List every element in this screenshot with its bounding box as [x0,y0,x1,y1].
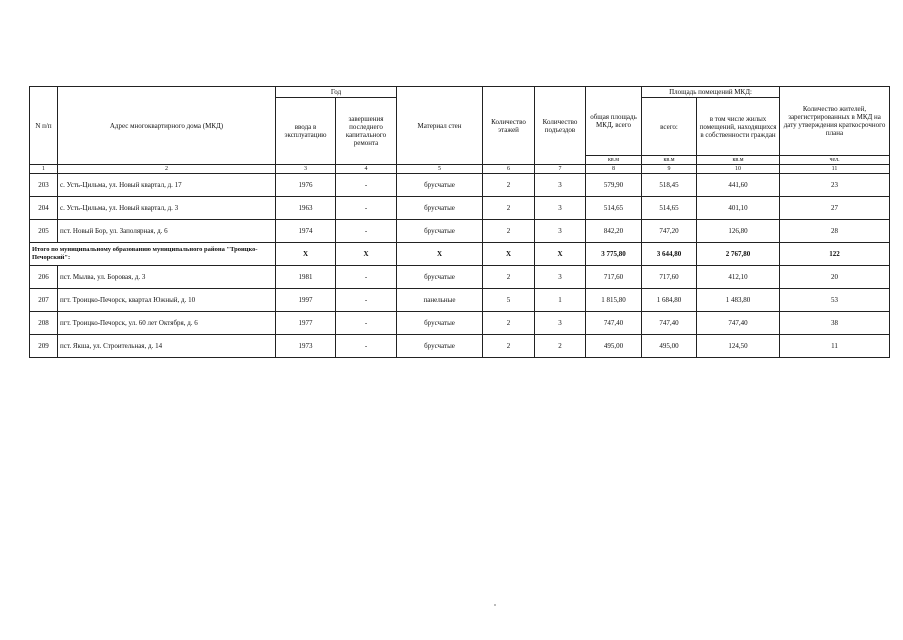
scan-speck [494,604,496,606]
total-material: X [397,243,483,266]
header-wall-material: Материал стен [397,87,483,165]
cell-material: брусчатые [397,312,483,335]
cell-entrances: 3 [535,197,586,220]
cell-floors: 2 [483,174,535,197]
cell-year: 1977 [276,312,336,335]
header-total-area: общая площадь МКД, всего [586,87,642,156]
cell-material: брусчатые [397,266,483,289]
total-residents: 122 [780,243,890,266]
cell-area-total: 1 815,80 [586,289,642,312]
cell-address: с. Усть-Цильма, ул. Новый квартал, д. 17 [58,174,276,197]
cell-address: пгт. Троицко-Печорск, ул. 60 лет Октября, д. 6 [58,312,276,335]
cell-repair: - [336,174,397,197]
header-year-group: Год [276,87,397,98]
cell-year: 1981 [276,266,336,289]
cell-year: 1997 [276,289,336,312]
unit-area-total: кв.м [586,156,642,165]
table-row [30,289,890,312]
cell-entrances: 2 [535,335,586,358]
table-row [30,335,890,358]
cell-area-premises: 495,00 [642,335,697,358]
cell-repair: - [336,312,397,335]
header-entrances: Количество подъездов [535,87,586,165]
cell-area-premises: 518,45 [642,174,697,197]
unit-area-premises: кв.м [642,156,697,165]
cell-floors: 2 [483,197,535,220]
cell-num: 203 [30,174,58,197]
cell-year: 1976 [276,174,336,197]
table-row [30,174,890,197]
cell-area-premises: 514,65 [642,197,697,220]
cell-material: брусчатые [397,335,483,358]
column-number: 5 [397,165,483,174]
cell-year: 1974 [276,220,336,243]
table-row [30,312,890,335]
total-year: X [276,243,336,266]
column-number: 3 [276,165,336,174]
cell-entrances: 3 [535,266,586,289]
cell-area-premises: 747,20 [642,220,697,243]
column-number: 10 [697,165,780,174]
cell-repair: - [336,335,397,358]
cell-num: 207 [30,289,58,312]
table-row [30,220,890,243]
cell-repair: - [336,266,397,289]
table-row [30,197,890,220]
cell-entrances: 3 [535,312,586,335]
cell-area-premises: 717,60 [642,266,697,289]
cell-area-total: 495,00 [586,335,642,358]
cell-area-total: 717,60 [586,266,642,289]
cell-area-private: 441,60 [697,174,780,197]
header-premises-group: Площадь помещений МКД: [642,87,780,98]
total-label: Итого по муниципальному образованию муниципального района "Троицко-Печорский": [30,243,276,266]
cell-repair: - [336,289,397,312]
total-repair: X [336,243,397,266]
cell-entrances: 3 [535,174,586,197]
cell-material: брусчатые [397,174,483,197]
total-area-premises: 3 644,80 [642,243,697,266]
cell-entrances: 3 [535,220,586,243]
cell-num: 205 [30,220,58,243]
cell-residents: 53 [780,289,890,312]
header-year-commission: ввода в эксплуатацию [276,98,336,165]
table-row [30,266,890,289]
cell-address: с. Усть-Цильма, ул. Новый квартал, д. 3 [58,197,276,220]
column-numbers-row [30,165,890,174]
column-number: 2 [58,165,276,174]
cell-floors: 2 [483,266,535,289]
cell-num: 204 [30,197,58,220]
cell-address: пст. Мылва, ул. Боровая, д. 3 [58,266,276,289]
header-row-top [30,87,890,98]
cell-area-total: 842,20 [586,220,642,243]
header-premises-total: всего: [642,98,697,156]
cell-num: 209 [30,335,58,358]
unit-people: чел. [780,156,890,165]
cell-area-private: 747,40 [697,312,780,335]
cell-area-premises: 747,40 [642,312,697,335]
header-residents: Количество жителей, зарегистрированных в МКД на дату утверждения краткосрочного плана [780,87,890,156]
cell-residents: 28 [780,220,890,243]
cell-residents: 20 [780,266,890,289]
cell-area-private: 126,80 [697,220,780,243]
cell-floors: 2 [483,220,535,243]
total-entrances: X [535,243,586,266]
cell-repair: - [336,197,397,220]
cell-floors: 2 [483,335,535,358]
column-number: 8 [586,165,642,174]
cell-area-total: 579,90 [586,174,642,197]
cell-num: 206 [30,266,58,289]
cell-num: 208 [30,312,58,335]
cell-area-private: 412,10 [697,266,780,289]
cell-area-private: 124,50 [697,335,780,358]
cell-address: пст. Якша, ул. Строительная, д. 14 [58,335,276,358]
column-number: 1 [30,165,58,174]
cell-address: пгт. Троицко-Печорск, квартал Южный, д. 10 [58,289,276,312]
cell-entrances: 1 [535,289,586,312]
header-address: Адрес многоквартирного дома (МКД) [58,87,276,165]
total-area-total: 3 775,80 [586,243,642,266]
cell-residents: 38 [780,312,890,335]
cell-residents: 23 [780,174,890,197]
cell-area-premises: 1 684,80 [642,289,697,312]
cell-material: брусчатые [397,197,483,220]
cell-material: панельные [397,289,483,312]
header-premises-private: в том числе жилых помещений, находящихся в собственности граждан [697,98,780,156]
column-number: 4 [336,165,397,174]
cell-year: 1963 [276,197,336,220]
cell-year: 1973 [276,335,336,358]
total-row [30,243,890,266]
column-number: 6 [483,165,535,174]
cell-floors: 2 [483,312,535,335]
housing-repair-plan-table [29,86,890,358]
cell-area-total: 747,40 [586,312,642,335]
total-area-private: 2 767,80 [697,243,780,266]
header-year-repair: завершения последнего капитального ремонта [336,98,397,165]
header-num: N п/п [30,87,58,165]
cell-area-private: 401,10 [697,197,780,220]
column-number: 9 [642,165,697,174]
cell-material: брусчатые [397,220,483,243]
cell-repair: - [336,220,397,243]
cell-residents: 11 [780,335,890,358]
cell-floors: 5 [483,289,535,312]
total-floors: X [483,243,535,266]
unit-area-private: кв.м [697,156,780,165]
cell-address: пст. Новый Бор, ул. Заполярная, д. 6 [58,220,276,243]
header-floors: Количество этажей [483,87,535,165]
column-number: 7 [535,165,586,174]
cell-area-private: 1 483,80 [697,289,780,312]
cell-residents: 27 [780,197,890,220]
column-number: 11 [780,165,890,174]
cell-area-total: 514,65 [586,197,642,220]
